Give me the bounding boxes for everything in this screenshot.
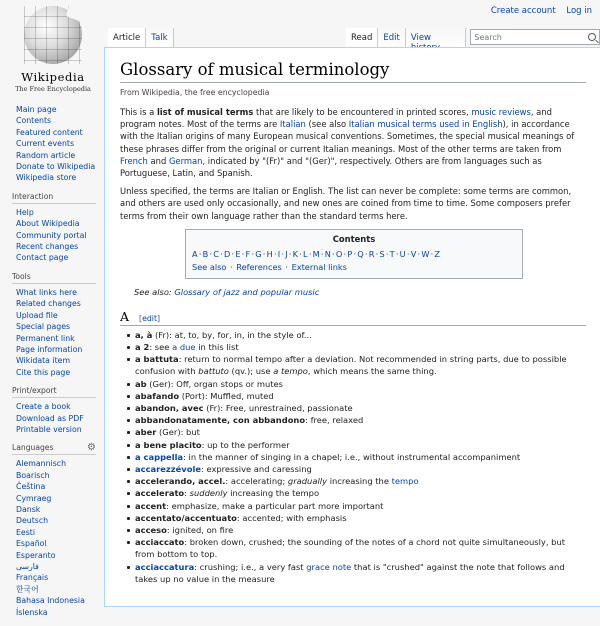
create-account-link[interactable]: Create account (490, 6, 556, 16)
sidebar-nav-item[interactable]: Contents (16, 116, 52, 126)
toc-letter-o[interactable]: O (335, 248, 343, 259)
glossary-emphasis: a tempo (273, 366, 308, 377)
toc-letter-q[interactable]: Q (357, 248, 364, 259)
glossary-item (135, 414, 586, 426)
toc-separator: · (406, 248, 410, 259)
sidebar-interaction-item[interactable]: Contact page (16, 253, 69, 263)
toc-separator: · (262, 248, 266, 259)
toc-link[interactable]: References (236, 261, 282, 272)
intro-text: This is a (120, 107, 157, 117)
sidebar-tools-item[interactable]: Special pages (16, 322, 71, 332)
glossary-term: accentato/accentuato (135, 512, 237, 523)
intro-bold: list of musical terms (156, 107, 254, 117)
glossary-term: accelerato (135, 488, 185, 499)
glossary-term: abafando (135, 390, 180, 401)
search-icon[interactable] (588, 33, 596, 41)
section-edit: [edit] (139, 313, 161, 323)
glossary-item (135, 451, 586, 463)
glossary-link[interactable]: tempo (391, 476, 419, 487)
glossary-definition: : emphasize, make a particular part more important (166, 500, 384, 511)
glossary-definition: : in the manner of singing in a chapel; i.e., without instrumental accompaniment (183, 451, 521, 462)
intro-text: , indicated by "(Fr)" and "(Ger)", respectively. Others are from languages such as Portuguese, Latin, and Spanish. (120, 155, 542, 179)
link-italian-terms[interactable]: Italian musical terms used in English (348, 119, 503, 130)
sidebar-interaction (0, 192, 104, 264)
tab-article[interactable]: Article (108, 28, 146, 47)
glossary-definition: : (184, 488, 190, 499)
toc-separator: · (241, 248, 245, 259)
glossary-item (135, 463, 586, 475)
toc-link[interactable]: See also (192, 261, 227, 272)
page-title: Glossary of musical terminology (120, 60, 586, 83)
glossary-link[interactable]: a due (172, 342, 196, 353)
toc-separator: · (385, 248, 389, 259)
link-music-reviews[interactable]: music reviews (471, 107, 531, 117)
glossary-term: a bene placito (135, 439, 202, 450)
glossary-item (135, 561, 586, 585)
sidebar-nav-item[interactable]: Main page (16, 105, 57, 114)
glossary-definition: : crushing; i.e., a very fast (194, 561, 307, 572)
sidebar-language-item[interactable]: Español (16, 539, 47, 549)
glossary-definition: : ignited, on fire (166, 525, 234, 536)
toc-separator: · (343, 248, 347, 259)
intro-text: and (147, 155, 169, 166)
glossary-definition: that is "crushed" against the note that follows and takes up no value in the measure (135, 561, 565, 584)
gear-icon[interactable]: ⚙ (87, 441, 96, 453)
toc-separator: · (320, 248, 324, 259)
logo-wordmark: Wikipedia (21, 70, 85, 84)
sidebar-tools-item[interactable]: Cite this page (16, 367, 71, 377)
glossary-term: aber (135, 427, 157, 438)
sidebar-heading-print: Print/export (12, 386, 96, 398)
see-also-hatnote (134, 287, 586, 297)
sidebar-language-item[interactable]: Alemannisch (16, 459, 67, 469)
glossary-item (135, 329, 586, 341)
section-edit-link[interactable]: edit (142, 313, 158, 323)
toc-letter-f[interactable]: F (245, 248, 251, 259)
toc-separator: · (353, 248, 357, 259)
sidebar-heading-tools: Tools (12, 272, 96, 284)
glossary-list (120, 329, 586, 585)
toc-letter-m[interactable]: M (312, 248, 320, 259)
glossary-emphasis: battuto (198, 366, 229, 377)
glossary-term: ab (135, 378, 147, 389)
logo-tagline: The Free Encyclopedia (15, 85, 91, 93)
toc-letter-t[interactable]: T (389, 248, 395, 259)
glossary-term-link[interactable]: accarezzévole (135, 464, 201, 475)
sidebar-print (0, 386, 104, 435)
toc-letter-h[interactable]: H (266, 248, 273, 259)
tab-talk[interactable]: Talk (146, 28, 173, 47)
intro-paragraph-1 (120, 106, 586, 179)
glossary-definition: (qv.); use (228, 366, 274, 377)
link-italian[interactable]: Italian (279, 119, 306, 130)
glossary-definition: (Fr): Free, unrestrained, passionate (203, 403, 353, 414)
sidebar-language-item[interactable]: Esperanto (16, 550, 56, 560)
glossary-definition: (Port): Muffled, muted (179, 390, 274, 401)
glossary-term: a battuta (135, 354, 179, 365)
glossary-term-link[interactable]: a cappella (135, 451, 184, 462)
toc-letter-s[interactable]: S (379, 248, 385, 259)
glossary-emphasis: gradually (287, 476, 328, 487)
link-french[interactable]: French (120, 155, 148, 166)
glossary-term: abandon, avec (135, 403, 204, 414)
toc-separator: · (282, 261, 291, 272)
toc-letter-z[interactable]: Z (434, 248, 441, 259)
sidebar-language-item[interactable]: 한국어 (16, 584, 39, 594)
glossary-item (135, 390, 586, 402)
section-heading-a (120, 309, 586, 326)
sidebar-navigation (0, 104, 104, 184)
toc-separator: · (299, 248, 303, 259)
toc-extra (192, 261, 516, 273)
toc-letter-b[interactable]: B (202, 248, 209, 259)
glossary-term: a, à (135, 329, 153, 340)
toc-separator: · (198, 248, 202, 259)
sidebar-languages (0, 443, 104, 618)
glossary-item (135, 524, 586, 536)
glossary-term: abbandonatamente, con abbandono (135, 415, 306, 426)
sidebar-language-item[interactable]: Français (16, 573, 49, 583)
glossary-term: acciaccato (135, 537, 185, 548)
toc-separator: · (209, 248, 213, 259)
glossary-item (135, 341, 586, 353)
toc-separator: · (273, 248, 277, 259)
see-also-label: See also: (134, 286, 175, 297)
glossary-definition: : expressive and caressing (201, 464, 312, 475)
toc-letter-w[interactable]: W (421, 248, 430, 259)
glossary-item (135, 536, 586, 560)
sidebar-tools-item[interactable]: Related changes (16, 299, 81, 309)
glossary-definition: (Ger): Off, organ stops or mutes (146, 378, 283, 389)
intro-paragraph-2: Unless specified, the terms are Italian or English. The list can never be complete: some terms are common, and others are used only occasionally, and new ones are coined from time to time. Some composers prefer terms from their own language rather than the standard terms here. (120, 186, 572, 221)
toc-letter-j[interactable]: J (285, 248, 288, 259)
glossary-term: accelerando, accel. (135, 476, 226, 487)
search-input[interactable] (470, 29, 600, 45)
toc-letter-u[interactable]: U (399, 248, 406, 259)
sidebar-language-item[interactable]: Deutsch (16, 516, 49, 526)
toc-separator: · (220, 248, 223, 259)
glossary-item (135, 378, 586, 390)
sidebar-tools (0, 272, 104, 378)
toc-letter-n[interactable]: N (324, 248, 332, 259)
sidebar-language-item[interactable]: Čeština (16, 482, 46, 492)
toc-letter-d[interactable]: D (224, 248, 231, 259)
sidebar-language-item[interactable]: Dansk (16, 504, 41, 514)
sidebar-language-item[interactable]: Bahasa Indonesia (16, 596, 85, 606)
toc-separator: · (430, 248, 434, 259)
toc-separator: · (281, 248, 285, 259)
glossary-term-link[interactable]: acciaccatura (135, 561, 195, 572)
namespace-tabs (108, 28, 174, 47)
sidebar-tools-item[interactable]: Upload file (16, 310, 58, 320)
toc-letter-e[interactable]: E (235, 248, 241, 259)
glossary-definition: : return to normal tempo after a deviation. Not recommended in string parts, due to possible confusion with (135, 354, 567, 377)
sidebar-print-item[interactable]: Create a book (16, 402, 71, 412)
toc-separator: · (288, 248, 292, 259)
intro-text: , and program notes. Most of the terms are (120, 107, 552, 130)
site-subtitle: From Wikipedia, the free encyclopedia (120, 88, 270, 97)
glossary-item (135, 426, 586, 438)
wikipedia-logo[interactable] (10, 6, 96, 94)
toc-separator: · (375, 248, 379, 259)
toc-title: Contents (332, 233, 376, 244)
sidebar-nav-item[interactable]: Donate to Wikipedia (16, 162, 96, 172)
toc-letter-k[interactable]: K (292, 248, 299, 259)
toc-letters (192, 248, 516, 261)
toc-letter-l[interactable]: L (303, 248, 308, 259)
intro-text: that are likely to be encountered in printed scores, (253, 107, 472, 117)
glossary-item (135, 439, 586, 451)
login-link[interactable]: Log in (566, 6, 592, 16)
section-title: A (120, 308, 130, 324)
toc-separator: · (308, 248, 312, 259)
intro-text: ), in accordance with the Italian origins of many European musical conventions. Sometimes, the special musical meanings of these phrases differ from the original or current Italian meanings. Most of the other terms are taken from (120, 119, 575, 154)
toc-letter-v[interactable]: V (410, 248, 417, 259)
toc-separator: · (417, 248, 421, 259)
table-of-contents (185, 229, 523, 279)
tab-view-history[interactable]: View (406, 28, 467, 47)
sidebar-nav-item[interactable]: Current events (16, 139, 75, 149)
sidebar-language-item[interactable]: Eesti (16, 527, 36, 537)
sidebar-tools-item[interactable]: Permanent link (16, 333, 75, 343)
sidebar-nav-item[interactable]: Wikipedia store (16, 173, 77, 183)
sidebar-interaction-item[interactable]: Help (16, 207, 34, 217)
glossary-definition: , which means the same thing. (307, 366, 437, 377)
glossary-term: acceso (135, 525, 167, 536)
sidebar-interaction-item[interactable]: Community portal (16, 230, 87, 240)
glossary-definition: (Ger): but (156, 427, 200, 438)
sidebar-interaction-item[interactable]: Recent changes (16, 242, 79, 252)
glossary-definition: (Fr): at, to, by, for, in, in the style of... (152, 329, 312, 340)
personal-tools (483, 6, 592, 16)
glossary-item (135, 353, 586, 377)
toc-letter-g[interactable]: G (255, 248, 262, 259)
glossary-emphasis: suddenly (189, 488, 228, 499)
sidebar-heading-languages (12, 443, 96, 455)
toc-letter-c[interactable]: C (213, 248, 220, 259)
glossary-term: a 2 (135, 342, 150, 353)
glossary-item (135, 475, 586, 487)
toc-letter-p[interactable]: P (347, 248, 353, 259)
glossary-definition: : up to the performer (201, 439, 290, 450)
view-tabs (346, 28, 600, 47)
toc-letter-a[interactable]: A (192, 248, 198, 259)
tab-read[interactable]: Read (346, 28, 378, 47)
sidebar-heading-interaction: Interaction (12, 192, 96, 204)
sidebar (0, 104, 104, 626)
sidebar-language-item[interactable]: Cymraeg (16, 493, 52, 503)
sidebar-print-item[interactable]: Download as PDF (16, 413, 84, 423)
link-german[interactable]: German (168, 155, 203, 166)
glossary-definition: in this list (195, 342, 239, 353)
sidebar-tools-item[interactable]: What links here (16, 287, 77, 297)
glossary-definition: increasing the (327, 476, 392, 487)
toc-link[interactable]: External links (291, 261, 347, 272)
glossary-definition: : free, relaxed (305, 415, 364, 426)
glossary-item (135, 512, 586, 524)
link-glossary-jazz[interactable]: Glossary of jazz and popular music (174, 286, 320, 297)
glossary-term: accent (135, 500, 167, 511)
glossary-definition: : accented; with emphasis (236, 512, 347, 523)
toc-separator: · (231, 248, 235, 259)
sidebar-nav-item[interactable]: Featured content (16, 127, 83, 137)
search-placeholder: Search (474, 32, 502, 42)
sidebar-tools-item[interactable]: Wikidata item (16, 356, 71, 366)
toc-letter-i[interactable]: I (277, 248, 281, 259)
toc-separator: · (364, 248, 368, 259)
glossary-definition: : broken down, crushed; the sounding of the notes of a chord not quite simultaneously, but from bottom to top. (135, 537, 566, 560)
article-content (104, 47, 600, 607)
toc-separator: · (395, 248, 399, 259)
sidebar-language-item[interactable]: فارسی (16, 562, 39, 571)
glossary-definition: : accelerating; (225, 476, 288, 487)
sidebar-language-item[interactable]: Íslenska (16, 607, 48, 617)
sidebar-print-item[interactable]: Printable version (16, 424, 82, 434)
glossary-definition: : see (149, 342, 173, 353)
toc-letter-r[interactable]: R (368, 248, 375, 259)
glossary-item (135, 402, 586, 414)
tab-edit[interactable]: Edit (378, 28, 405, 47)
glossary-item (135, 487, 586, 499)
languages-label: Languages (12, 443, 54, 453)
sidebar-nav-item[interactable]: Random article (16, 150, 76, 160)
glossary-definition: increasing the tempo (227, 488, 320, 499)
sidebar-language-item[interactable]: Boarisch (16, 470, 50, 480)
intro-text: (see also (305, 119, 349, 130)
toc-separator: · (332, 248, 335, 259)
glossary-item (135, 500, 586, 512)
sidebar-tools-item[interactable]: Page information (16, 344, 83, 354)
toc-separator: · (227, 261, 236, 272)
glossary-link[interactable]: grace note (306, 561, 352, 572)
puzzle-globe-icon (24, 6, 82, 64)
sidebar-interaction-item[interactable]: About Wikipedia (16, 219, 80, 229)
toc-separator: · (251, 248, 255, 259)
